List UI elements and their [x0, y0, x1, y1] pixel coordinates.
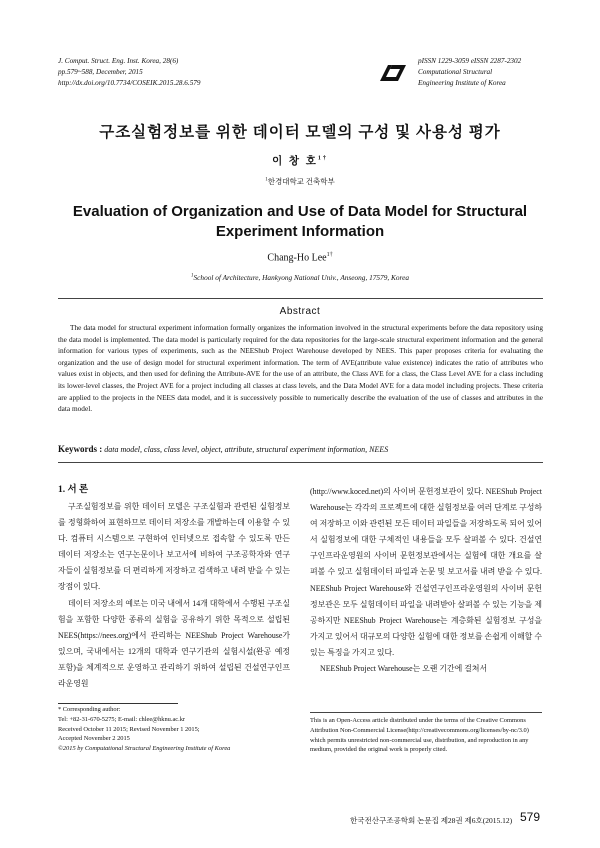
- keywords-label: Keywords :: [58, 444, 103, 454]
- korean-author-name: 이 창 호: [272, 156, 318, 167]
- korean-author-mark: 1†: [317, 155, 328, 162]
- footnote-line: * Corresponding author:: [58, 706, 121, 713]
- issn-line: pISSN 1229-3059 eISSN 2287-2302: [418, 57, 522, 65]
- korean-affiliation: [0, 176, 600, 187]
- license-rule: [310, 712, 542, 713]
- keywords: [58, 444, 543, 454]
- citation-line-2: pp.579~588, December, 2015: [58, 68, 143, 76]
- footnote-line: Tel: +82-31-670-5275; E-mail: chlee@hknu.ac.kr: [58, 715, 186, 723]
- issn-info: [418, 56, 521, 89]
- copyright-line: ©2015 by Computational Structural Engineering Institute of Korea: [58, 745, 231, 753]
- abstract-top-rule: [58, 298, 543, 299]
- right-column: [310, 484, 542, 677]
- korean-affiliation-text: 한경대학교 건축학부: [267, 177, 335, 186]
- paragraph: (http://www.koced.net)의 사이버 문헌정보관이 있다. NEEShub Project Warehouse는 각각의 프로젝트에 대한 실험정보를 여러 단계로 구성하여 저장하고 이와 관련된 모든 데이터 파일들을 저장하도록 되어 있어서 실험정보에 대한 구체적인 내용들을 모두 살펴볼 수 있다. 건설연구인프라운영원의 사이버 문헌정보관에서는 실험에 대한 개요를 살펴볼 수 있고 실험데이터 파일과 논문 및 보고서를 내려 받을 수 있다. NEEShub Project Warehouse와 건설연구인프라운영원의 사이버 문헌정보관은 모두 실험데이터 파일을 내려받아 살펴볼 수 있는 기능을 제공하지만 NEEShub Project Warehouse는 계층화된 실험정보 구성을 가지고 있어서 대규모의 다양한 실험에 대한 정보를 손쉽게 이해할 수 있는 특징을 가지고 있다.: [310, 487, 542, 657]
- paragraph: NEEShub Project Warehouse는 오랜 기간에 걸쳐서: [320, 664, 488, 674]
- footnote-line: Accepted November 2 2015: [58, 735, 130, 743]
- abstract-heading: Abstract: [279, 306, 321, 317]
- english-title: Evaluation of Organization and Use of Data Model for Structural Experiment Information: [72, 203, 528, 240]
- english-affiliation-text: School of Architecture, Hankyong National Univ., Anseong, 17579, Korea: [193, 273, 409, 282]
- license-footnote: This is an Open-Access article distributed under the terms of the Creative Commons Attribution Non-Commercial License(http://creativecommons.org/licenses/by-nc/3.0) which permits unrestricted non-commercial use, distribution, and reproduction in any medium, provided the original work is properly cited.: [310, 717, 529, 754]
- korean-author: [0, 153, 600, 168]
- english-author-name: Chang-Ho Lee: [267, 252, 327, 264]
- cosei-logo-icon: [378, 63, 408, 83]
- paragraph: 데이터 저장소의 예로는 미국 내에서 14개 대학에서 수행된 구조실험을 포함한 다양한 종류의 실험을 공유하기 위한 목적으로 설립된 NEES(https://nees.org)에서 관리하는 NEEShub Project Warehouse가 있으며, 국내에서는 12개의 대학과 연구기관의 실험시설(완공 예정 포함)을 체계적으로 운영하고 관리하기 위하여 설립된 건설연구인프라운영원: [58, 598, 290, 689]
- english-author-mark: 1†: [326, 252, 333, 258]
- english-affiliation: [0, 273, 600, 282]
- citation-line-1: J. Comput. Struct. Eng. Inst. Korea, 28(6): [58, 57, 179, 65]
- english-affiliation-mark: 1: [191, 273, 194, 279]
- korean-title: 구조실험정보를 위한 데이터 모델의 구성 및 사용성 평가: [99, 124, 501, 141]
- journal-citation: [58, 56, 200, 89]
- abstract-text: The data model for structural experiment information formally organizes the information involved in the structural experiments before the data repository using the data model is implemented. The data model is particularly required for the data repositories for the large-scale structural experiment information and the general information for various types of experiments, such as the NEEShub Project Warehouse developed by NEES. This paper proposes criteria for evaluating the organization and the use of design model for structural experiment information. The term of AVE(attribute value existence) indicates the ratio of attributes who values exist in objects, and then used for defining the Attribute-AVE for the use of an attribute, the Class AVE for a class, the Class Level AVE for a class including its lower-level classes, the Project AVE for a project including all classes at class levels, and the Data Model AVE for a data model including projects. These criteria are applied to the projects in the NEES data model, and it is successively possible to numerically describe the evaluation of the use of classes and attributes in the data model.: [58, 323, 543, 414]
- keywords-bottom-rule: [58, 462, 543, 463]
- korean-affiliation-mark: 1: [265, 177, 268, 183]
- journal-footer: 한국전산구조공학회 논문집 제28권 제6호(2015.12): [350, 816, 513, 825]
- english-author: [0, 252, 600, 263]
- publisher-line-1: Computational Structural: [418, 68, 493, 76]
- paragraph: 구조실험정보를 위한 데이터 모델은 구조실험과 관련된 실험정보를 정형화하여 표현하므로 데이터 저장소를 개발하는데 이용할 수 있다. 컴퓨터 시스템으로 구현하여 인터넷으로 접속할 수 있도록 만든 데이터 저장소는 연구논문이나 보고서에 비하여 구조공학자와 연구자들이 실험정보를 더 편리하게 저장하고 검색하고 내려 받을 수 있는 장점이 있다.: [58, 502, 290, 592]
- footnote-line: Received October 11 2015; Revised November 1 2015;: [58, 725, 200, 733]
- page-number: 579: [520, 810, 541, 824]
- doi-link[interactable]: http://dx.doi.org/10.7734/COSEIK.2015.28.6.579: [58, 79, 201, 87]
- corresponding-footnote: [58, 705, 298, 754]
- publisher-line-2: Engineering Institute of Korea: [418, 79, 506, 87]
- keywords-list: data model, class, class level, object, attribute, structural experiment information, NEES: [104, 445, 389, 454]
- footnote-rule: [58, 703, 178, 704]
- left-column: [58, 499, 290, 692]
- section-heading: 1. 서 론: [58, 485, 89, 495]
